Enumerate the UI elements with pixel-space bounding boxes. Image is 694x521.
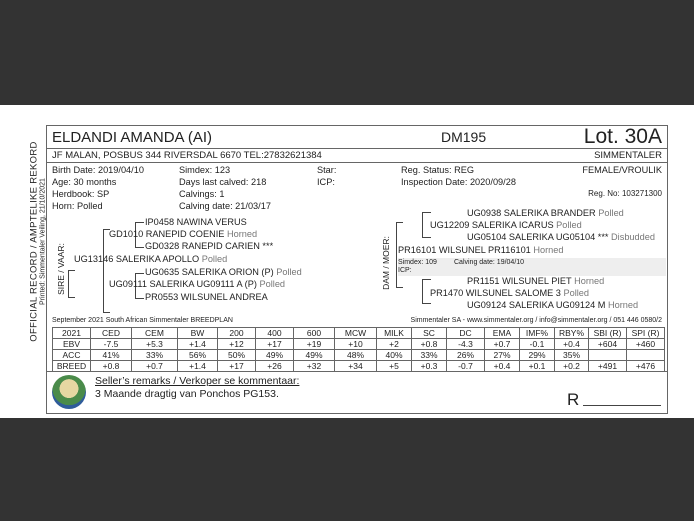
- breedplan-cell: +17: [256, 339, 294, 350]
- dam-name: PR16101 WILSUNEL PR116101: [398, 245, 531, 255]
- breedplan-cell: +0.8: [412, 339, 447, 350]
- sire-dam-dam: [145, 292, 268, 302]
- dam-simdex: Simdex: 109: [398, 259, 437, 266]
- breedplan-cell: 48%: [335, 350, 377, 361]
- animal-name: ELDANDI AMANDA (AI): [52, 129, 213, 146]
- ddd-name: UG09124 SALERIKA UG09124 M: [467, 300, 606, 310]
- breedplan-cell: +5.3: [132, 339, 178, 350]
- sire-sire: [109, 229, 257, 239]
- breedplan-header-cell: MILK: [377, 328, 412, 339]
- dam-bracket-line: [396, 222, 403, 288]
- breedplan-header-cell: RBY%: [555, 328, 589, 339]
- dam: [398, 245, 564, 255]
- lot-header: [47, 126, 667, 149]
- sire-parents-bracket-line: [103, 229, 110, 313]
- sds-name: UG0635 SALERIKA ORION (P): [145, 267, 274, 277]
- sire-bracket-line: [68, 270, 75, 298]
- simmentaler-logo-icon: [52, 375, 86, 409]
- calving-date: Calving date: 21/03/17: [179, 201, 271, 211]
- sd-name: UG09111 SALERIKA UG09111 A (P): [109, 279, 257, 289]
- breedplan-cell: +476: [627, 361, 665, 372]
- breedplan-source: September 2021 South African Simmentaler BREEDPLAN: [52, 317, 233, 324]
- breedplan-cell: 40%: [377, 350, 412, 361]
- breedplan-row: [53, 339, 665, 350]
- birth-date: Birth Date: 2019/04/10: [52, 165, 144, 175]
- info-col-2: [179, 164, 271, 212]
- breedplan-header-cell: SC: [412, 328, 447, 339]
- breedplan-cell: -7.5: [91, 339, 132, 350]
- sire-note: Polled: [201, 254, 228, 264]
- breedplan-cell: +12: [218, 339, 256, 350]
- dd-name: PR1470 WILSUNEL SALOME 3: [430, 288, 561, 298]
- breedplan-cell: +491: [589, 361, 627, 372]
- breedplan-cell: [627, 350, 665, 361]
- breedplan-header-cell: BW: [178, 328, 218, 339]
- sire-name: UG13146 SALERIKA APOLLO: [74, 254, 200, 264]
- animal-code: DM195: [441, 129, 487, 145]
- star: Star:: [317, 165, 337, 175]
- sds-note: Polled: [276, 267, 302, 277]
- breedplan-header-cell: 400: [256, 328, 294, 339]
- breedplan-header-cell: SBI (R): [589, 328, 627, 339]
- breedplan-header-cell: 600: [294, 328, 335, 339]
- breedplan-header-cell: 2021: [53, 328, 91, 339]
- breedplan-cell: ACC: [53, 350, 91, 361]
- remarks-title: Seller’s remarks / Verkoper se kommentaar:: [95, 375, 300, 387]
- breedplan-row: [53, 350, 665, 361]
- sire-dam: [109, 279, 285, 289]
- side-caption: [22, 118, 46, 368]
- ss-name: GD1010 RANEPID COENIE: [109, 229, 225, 239]
- breedplan-cell: +0.2: [555, 361, 589, 372]
- info-col-1: [52, 164, 144, 212]
- herdbook: Herdbook: SP: [52, 189, 110, 199]
- contact-details: Simmentaler SA - www.simmentaler.org / info@simmentaler.org / 051 446 0580/2: [410, 317, 662, 324]
- breedplan-cell: 56%: [178, 350, 218, 361]
- breedplan-cell: EBV: [53, 339, 91, 350]
- breedplan-cell: +32: [294, 361, 335, 372]
- ss-note: Horned: [226, 229, 258, 239]
- breedplan-cell: 49%: [294, 350, 335, 361]
- breedplan-cell: 35%: [555, 350, 589, 361]
- dd-note: Polled: [563, 288, 589, 298]
- ds-note: Polled: [556, 220, 582, 230]
- breedplan-header-cell: CEM: [132, 328, 178, 339]
- sss-name: IP0458 NAWINA VERUS: [145, 217, 247, 227]
- breedplan-header-cell: DC: [447, 328, 485, 339]
- sdd-name: PR0553 WILSUNEL ANDREA: [145, 292, 268, 302]
- breedplan-header-cell: EMA: [485, 328, 520, 339]
- sire-sire-sire: [145, 217, 247, 227]
- owner-row: [47, 149, 667, 163]
- days-last-calved: Days last calved: 218: [179, 177, 267, 187]
- dam-icp: ICP:: [398, 267, 412, 274]
- breedplan-cell: 50%: [218, 350, 256, 361]
- dam-info-strip: [398, 258, 666, 276]
- remarks-section: [47, 371, 667, 414]
- breedplan-cell: 49%: [256, 350, 294, 361]
- dam-note: Horned: [533, 245, 564, 255]
- calvings: Calvings: 1: [179, 189, 225, 199]
- breedplan-cell: 27%: [485, 350, 520, 361]
- dds-name: PR1151 WILSUNEL PIET: [467, 276, 572, 286]
- info-col-5: [582, 164, 662, 200]
- breedplan-table: [52, 327, 665, 372]
- breedplan-cell: +19: [294, 339, 335, 350]
- breedplan-cell: +0.7: [132, 361, 178, 372]
- breedplan-header-cell: CED: [91, 328, 132, 339]
- breedplan-cell: +5: [377, 361, 412, 372]
- breedplan-cell: BREED: [53, 361, 91, 372]
- breedplan-cell: +10: [335, 339, 377, 350]
- breedplan-cell: +2: [377, 339, 412, 350]
- icp: ICP:: [317, 177, 335, 187]
- dam-sire: [430, 220, 582, 230]
- info-col-3: [317, 164, 336, 188]
- dss-note: Polled: [598, 208, 624, 218]
- owner-details: JF MALAN, POSBUS 344 RIVERSDAL 6670 TEL:27832621384: [52, 150, 322, 161]
- dam-dam-sire: [467, 276, 604, 286]
- price-label: R: [567, 390, 580, 409]
- breedplan-header-cell: IMF%: [520, 328, 555, 339]
- sire: [74, 254, 227, 264]
- price-input-line[interactable]: [583, 405, 661, 406]
- breedplan-cell: 33%: [412, 350, 447, 361]
- breedplan-cell: +0.4: [555, 339, 589, 350]
- breedplan-cell: 33%: [132, 350, 178, 361]
- dam-sire-dam: [467, 232, 655, 242]
- dss-name: UG0938 SALERIKA BRANDER: [467, 208, 596, 218]
- breedplan-cell: +0.3: [412, 361, 447, 372]
- dam-label: DAM / MOER:: [380, 236, 391, 290]
- breedplan-cell: +460: [627, 339, 665, 350]
- ds-name: UG12209 SALERIKA ICARUS: [430, 220, 554, 230]
- breedplan-cell: +1.4: [178, 361, 218, 372]
- sire-sire-dam: [145, 241, 273, 251]
- dds-note: Horned: [574, 276, 605, 286]
- breedplan-header-cell: MCW: [335, 328, 377, 339]
- simdex: Simdex: 123: [179, 165, 231, 175]
- sd-note: Polled: [259, 279, 286, 289]
- breedplan-cell: -0.7: [447, 361, 485, 372]
- dam-sire-sire: [467, 208, 624, 218]
- breedplan-cell: 29%: [520, 350, 555, 361]
- official-record-label: OFFICIAL RECORD / AMPTELIKE REKORD: [28, 141, 40, 342]
- remarks-text: 3 Maande dragtig van Ponchos PG153.: [95, 388, 279, 400]
- breedplan-cell: +604: [589, 339, 627, 350]
- breedplan-row: [53, 361, 665, 372]
- breedplan-cell: -0.1: [520, 339, 555, 350]
- sex: FEMALE/VROULIK: [582, 165, 662, 175]
- breedplan-cell: +0.4: [485, 361, 520, 372]
- inspection-date: Inspection Date: 2020/09/28: [401, 177, 516, 187]
- info-col-4: [401, 164, 516, 188]
- dsd-name: UG05104 SALERIKA UG05104 ***: [467, 232, 609, 242]
- dsd-note: Disbudded: [611, 232, 655, 242]
- age: Age: 30 months: [52, 177, 117, 187]
- reg-number: Reg. No: 103271300: [588, 189, 662, 198]
- breedplan-header-cell: 200: [218, 328, 256, 339]
- dam-calving-date: Calving date: 19/04/10: [454, 259, 525, 266]
- breedplan-cell: +26: [256, 361, 294, 372]
- dam-dam: [430, 288, 589, 298]
- lot-card: [46, 125, 668, 414]
- printed-label: Printed: Simmentaler Veiling, 21/10/2021: [39, 178, 47, 305]
- breedplan-cell: +34: [335, 361, 377, 372]
- ddd-note: Horned: [607, 300, 639, 310]
- breedplan-cell: 41%: [91, 350, 132, 361]
- breedplan-cell: +0.1: [520, 361, 555, 372]
- breed-name: SIMMENTALER: [594, 150, 662, 161]
- breedplan-cell: +0.8: [91, 361, 132, 372]
- sire-dam-sire: [145, 267, 302, 277]
- breedplan-cell: [589, 350, 627, 361]
- breedplan-header-row: [53, 328, 665, 339]
- breedplan-cell: 26%: [447, 350, 485, 361]
- ssd-name: GD0328 RANEPID CARIEN ***: [145, 241, 274, 251]
- reg-status: Reg. Status: REG: [401, 165, 475, 175]
- sire-label: SIRE / VAAR:: [55, 243, 66, 295]
- horn-status: Horn: Polled: [52, 201, 103, 211]
- breedplan-cell: +1.4: [178, 339, 218, 350]
- breedplan-cell: +17: [218, 361, 256, 372]
- breedplan-cell: +0.7: [485, 339, 520, 350]
- breedplan-footer: [52, 317, 662, 327]
- lot-number: Lot. 30A: [583, 125, 662, 148]
- breedplan-cell: -4.3: [447, 339, 485, 350]
- breedplan-header-cell: SPI (R): [627, 328, 665, 339]
- dam-dam-dam: [467, 300, 638, 310]
